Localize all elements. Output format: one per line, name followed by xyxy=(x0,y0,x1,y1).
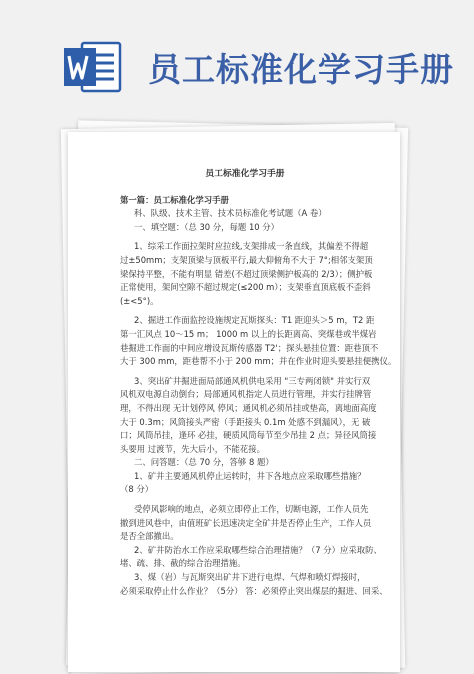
text-line: （8 分） xyxy=(120,484,154,495)
section-heading: 第一篇：员工标准化学习手册 xyxy=(120,194,229,205)
text-line: 是否全部撤出。 xyxy=(120,531,179,542)
text-line: 正常使用，架间空隙不超过规定(≤200 m）；支架垂直顶底板不歪斜 xyxy=(120,282,371,293)
text-line: 第一汇风点 10～15 m； 1000 m 以上的长距离高、突煤巷或半煤岩 xyxy=(120,328,377,339)
text-line: (±<5°)。 xyxy=(120,295,159,306)
text-line: 受停风影响的地点，必须立即停止工作，切断电源，工作人员先 xyxy=(134,504,369,515)
text-line: 口；风筒吊挂，逢环 必挂，硬质风筒每节至少吊挂 2 点；异径风筒接 xyxy=(120,430,377,441)
text-line: 头要用 过渡节，先大后小，不能花接。 xyxy=(120,443,266,454)
text-line: 梁保持平整，不能有明显 错差(不超过顶梁侧护板高的 2/3）；侧护板 xyxy=(120,268,373,279)
header-banner xyxy=(0,0,474,110)
question-section-heading: 一、填空题：（总 30 分，每题 10 分） xyxy=(134,221,280,232)
banner-title: 员工标准化学习手册 xyxy=(148,50,454,89)
word-document-icon xyxy=(62,38,124,96)
text-line: 3、煤（岩）与瓦斯突出矿井下进行电焊、气焊和喷灯焊接时， xyxy=(134,572,366,583)
text-line: 大于 0.3m；风筒接头严密（手距接头 0.1m 处感不到漏风），无 破 xyxy=(120,416,371,427)
exam-subtitle: 科、队级、技术主管、技术员标准化考试题（A 卷） xyxy=(134,208,327,219)
text-line: 必须采取停止什么作业？（5分） 答：必须停止突出煤层的掘进、回采、 xyxy=(120,585,388,596)
text-line: 理，不得出现 无计划停风 停风；通风机必须吊挂或垫高，离地面高度 xyxy=(120,402,377,413)
text-line: 风机双电源自动倒台；局部通风机指定人员进行管理，并实行挂牌管 xyxy=(120,389,372,400)
text-line: 过±50mm；支架顶梁与顶板平行,最大仰俯角不大于 7°;相邻支架顶 xyxy=(120,254,373,265)
text-line: 1、矿井主要通风机停止运转时，井下各地点应采取哪些措施？ xyxy=(134,470,366,481)
text-line: 撤到进风巷中，由值班矿长迅速决定全矿井是否停止生产，工作人员 xyxy=(120,517,372,528)
text-line: 堵、疏、排、截的综合治理措施。 xyxy=(120,558,246,569)
text-line: 大于 300 mm，距巷帮不小于 200 mm；并在作业时迎头要悬挂便携仪。 xyxy=(120,356,397,367)
question-section-heading: 二、问答题：（总 70 分，答够 8 题） xyxy=(134,457,274,468)
text-line: 1、综采工作面拉架时应拉线,支架排成一条直线，其偏差不得超 xyxy=(134,241,369,252)
text-line: 巷掘进工作面的中间应增设瓦斯传感器 T2'；探头悬挂位置：距巷顶不 xyxy=(120,342,379,353)
text-line: 2、矿井防治水工作应采取哪些综合治理措施？（7 分）应采取防、 xyxy=(134,544,382,555)
document-page xyxy=(68,132,400,672)
document-title: 员工标准化学习手册 xyxy=(205,169,285,179)
document-body xyxy=(120,168,397,598)
text-line: 2、掘进工作面监控设施规定瓦斯探头：T1 距迎头＞5 m，T2 距 xyxy=(134,315,375,326)
text-line: 3、突出矿井掘进面局部通风机供电采用 "三专两闭锁" 并实行双 xyxy=(134,375,371,386)
document-preview xyxy=(62,124,408,669)
